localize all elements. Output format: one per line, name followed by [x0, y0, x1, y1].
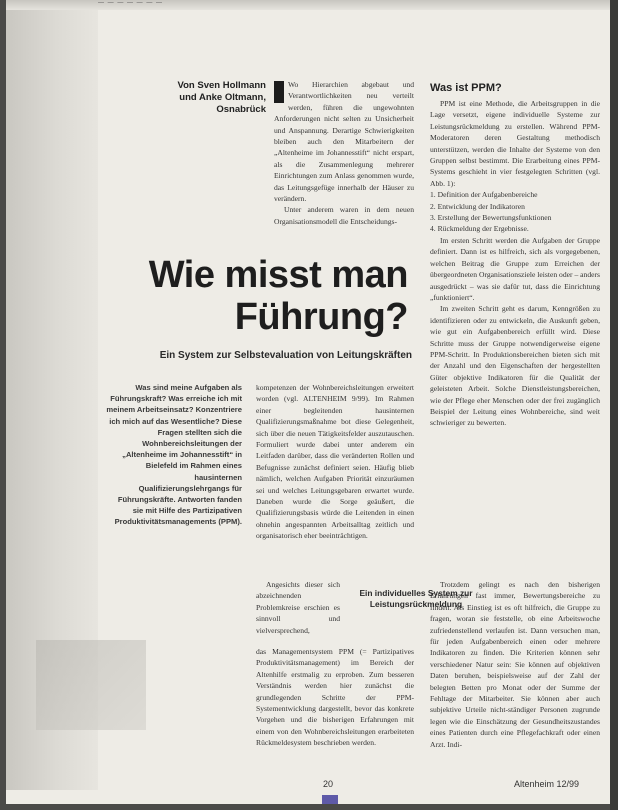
- intro-paragraph: Wo Hierarchien abgebaut und Verantwortlichkeiten neu verteilt werden, führen die ungewohnten Anforderungen nicht selten zu Unsicherheit und Anspannung. Derartige Schwierigkeiten bleiben auch den Mitarbeitern der „Altenheime im Johannesstift“ nicht erspart, als die Zusammenlegung mehrerer Einrichtungen zum Anlass genommen wurde, das Leitungsgefüge innerhalb der Häuser zu verändern.: [274, 80, 414, 204]
- body-column: [256, 382, 414, 542]
- inset-heading-line-1: Ein individuelles System zur: [359, 588, 473, 598]
- ppm-steps-list: [430, 189, 600, 235]
- ppm-column: [430, 98, 600, 429]
- article-title-line-2: Führung?: [234, 296, 408, 338]
- intro-column: [274, 79, 414, 227]
- author-line-1: Von Sven Hollmann: [177, 80, 266, 91]
- background-photo-overlay: [36, 640, 146, 730]
- author-byline: [116, 80, 266, 116]
- page-number: 20: [323, 779, 334, 789]
- body-paragraph-2: Angesichts dieser sich abzeichnenden Problemkreise erschien es sinnvoll und vielversprechend,: [256, 580, 340, 635]
- ppm-step: 3. Erstellung der Bewertungsfunktionen: [430, 213, 552, 223]
- intro-paragraph-2: Unter anderem waren in dem neuen Organisationsmodell die Entscheidungs-: [274, 205, 414, 226]
- article-title-line-1: Wie misst man: [148, 254, 408, 296]
- bottom-color-tab: [322, 795, 338, 804]
- magazine-issue: Altenheim 12/99: [514, 779, 580, 789]
- ppm-paragraph-1: PPM ist eine Methode, die Arbeitsgruppen in die Lage versetzt, eigene individuelle Systeme zur Leistungsrückmeldung zu erstellen. Während PPM-Moderatoren deren Gestaltung methodisch unterstützen, werden die Inhalte der Systeme von den Gruppen selbst bestimmt. Die Erarbeitung eines PPM-Systems geschieht in vier festgelegten Schritten (vgl. Abb. 1):: [430, 99, 600, 188]
- author-line-2: und Anke Oltmann,: [179, 92, 266, 103]
- article-subtitle: Ein System zur Selbstevaluation von Leitungskräften: [159, 350, 412, 361]
- top-strip-text: — — — — — — —: [98, 0, 164, 6]
- ppm-step: 2. Entwicklung der Indikatoren: [430, 201, 525, 211]
- ppm-column-lower: [430, 579, 600, 750]
- ppm-step: 1. Definition der Aufgabenbereiche: [430, 190, 538, 200]
- body-column-lower: [256, 646, 414, 749]
- body-paragraph-1: kompetenzen der Wohnbereichsleitungen erweitert worden (vgl. ALTENHEIM 9/99). Im Rahmen einer begleitenden hausinternen Qualifizierungsmaßnahme bot diese Gelegenheit, sich über die neuen Tätigkeitsfelder auszutauschen. Formuliert wurde dabei unter anderem ein Leitfaden darüber, dass die veränderten Rollen und Befugnisse zunächst definiert seien. Häufig blieb nämlich, welchen Aufgaben Priorität einzuräumen sei und welches Leitungsgebaren erwartet wurde. Daneben wurde die Sorge geäußert, die Qualifizierungsbasis würde die Leitenden in einen ohnehin angespannten Arbeitsalltag zeitlich und organisatorisch eher beeinträchtigen.: [256, 383, 414, 541]
- magazine-page: [6, 0, 610, 804]
- body-paragraph-3: das Managementsystem PPM (= Partizipatives Produktivitätsmanagement) im Bereich der Altenhilfe erstmalig zu erproben. Zum besseren Verständnis werden hier zunächst die grundlegenden Schritte der PPM-Systementwicklung dargestellt, bevor das konkrete Vorgehen und die bisherigen Erfahrungen mit einem von den Wohnbereichsleitungen erarbeiteten Rückmeldesystem beschrieben werden.: [256, 647, 414, 748]
- inset-heading-line-2: Leistungsrückmeldung: [369, 598, 463, 609]
- article-title: [126, 254, 408, 338]
- article-abstract: Was sind meine Aufgaben als Führungskraft? Was erreiche ich mit meinem Arbeitseinsatz? Konzentriere ich mich auf das Wesentliche? Diese Fragen stellten sich die Wohnbereichsleitungen der „Altenheime im Johannesstift“ in Bielefeld im Rahmen eines hausinternen Qualifizierungslehrgangs für Führungskräfte. Antworten fanden sie mit Hilfe des Partizipativen Produktivitätsmanagements (PPM).: [106, 383, 242, 527]
- drop-cap-block: [274, 81, 284, 103]
- top-strip: [6, 0, 610, 10]
- ppm-paragraph-4: Trotzdem gelingt es nach den bisherigen Erfahrungen fast immer, Bewertungsbereiche zu finden. Als Einstieg ist es oft hilfreich, die Gruppe zu fragen, woran sie feststelle, ob eine Arbeitswoche zufriedenstellend verlaufen ist. Dann versuchen man, für jeden Aufgabenbereich einen oder mehrere Indikatoren zu finden. Die Kriterien können sehr verschiedener Natur sein: Sie können auf objektiven Daten beruhen, beispielsweise auf der Zahl der belegten Betten pro Monat oder der Summe der Fehltage der Mitarbeiter. Sie können aber auch subjektive Urteile nicht-ständiger Personen zugrunde legen wie die Einschätzung der Gesundheitszustandes eines Patienten durch eine Pflegefachkraft oder einen Arzt. Indi-: [430, 580, 600, 749]
- body-column-narrow: [256, 579, 340, 636]
- ppm-heading: Was ist PPM?: [430, 82, 502, 94]
- author-line-3: Osnabrück: [216, 104, 266, 115]
- ppm-step: 4. Rückmeldung der Ergebnisse.: [430, 224, 529, 234]
- scan-edge-shadow: [610, 0, 618, 810]
- ppm-paragraph-3: Im zweiten Schritt geht es darum, Kenngrößen zu identifizieren oder zu entwickeln, die Auskunft geben, wie gut ein Aufgabenbereich erfüllt wird. Diese Schritte muss der Gruppe notwendigerweise eigene PPM-Schritt. In Produktionsbereichen bieten sich mit der Anzahl und den Eigenschaften der hergestellten Güter objektive Indikatoren für die Qualität der geleisteten Arbeit. Solche Dienstleistungsbereichen, wie der Pflege eher Menschen oder der frei zugänglich Beispiel der Leitung eines Wohnbereiche, sind weit schwieriger zu bewerten.: [430, 304, 600, 428]
- ppm-paragraph-2: Im ersten Schritt werden die Aufgaben der Gruppe definiert. Dann ist es hilfreich, sich als vorgegebenen, welchen Beitrag die Gruppe zum Erreichen der übergeordneten Organisationsziele leisten oder – anders ausgedrückt – was sie dafür tut, dass die Einrichtung „funktioniert“.: [430, 235, 600, 302]
